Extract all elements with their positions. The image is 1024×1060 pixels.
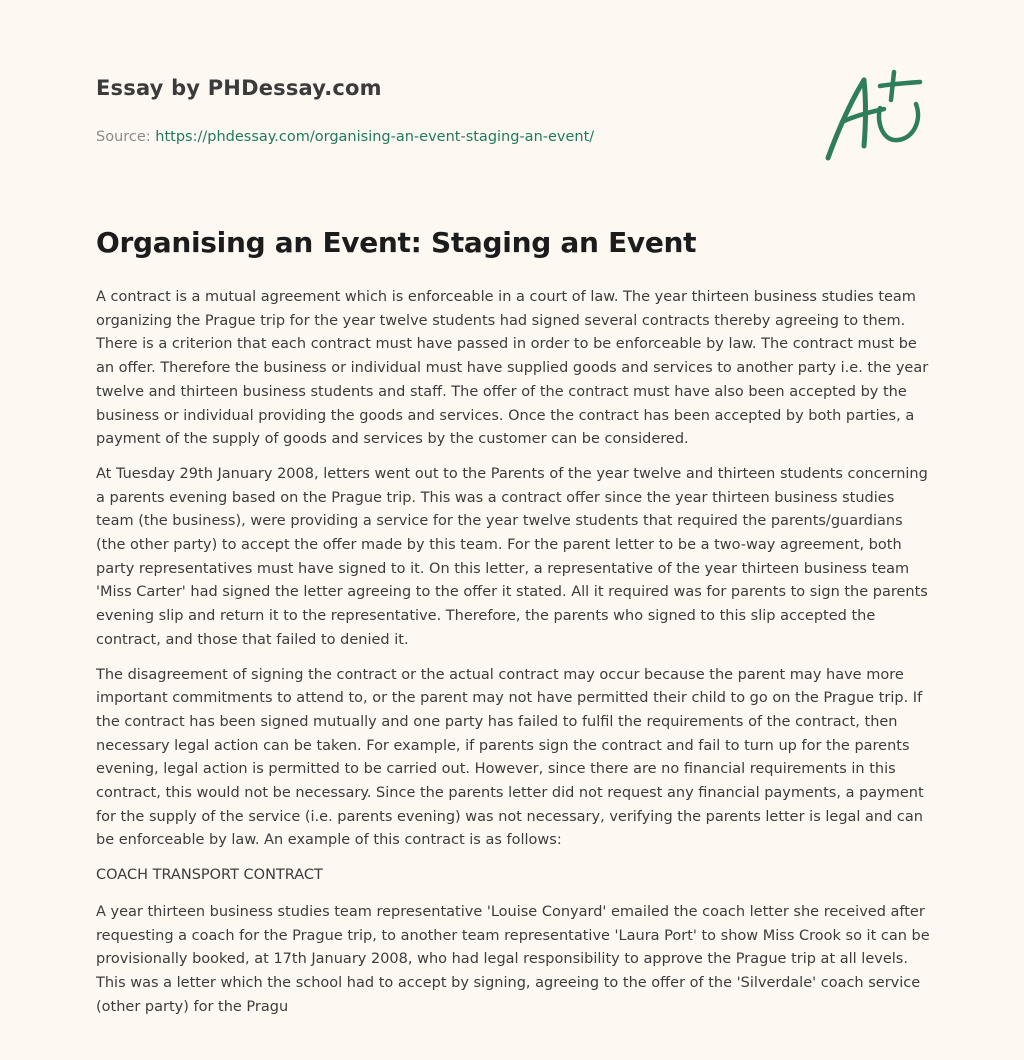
a-plus-grade-icon: [822, 66, 926, 164]
site-brand[interactable]: Essay by PHDessay.com: [96, 76, 382, 100]
essay-paragraph: A year thirteen business studies team representative 'Louise Conyard' emailed the coach letter she received after requesting a coach for the Prague trip, to another team representative 'Laura Port' to show Miss Crook so it can be provisionally booked, at 17th January 2008, who had legal responsibility to approve the Prague trip at all levels. This was a letter which the school had to accept by signing, agreeing to the offer of the 'Silverdale' coach service (other party) for the Pragu: [96, 903, 930, 1015]
essay-body: [96, 286, 932, 1030]
essay-title: Organising an Event: Staging an Event: [96, 226, 697, 259]
source-label: Source:: [96, 129, 151, 145]
source-line: [96, 129, 796, 145]
section-heading: COACH TRANSPORT CONTRACT: [96, 867, 323, 884]
essay-paragraph: The disagreement of signing the contract or the actual contract may occur because the parent may have more important commitments to attend to, or the parent may not have permitted their child to go on the Prague trip. If the contract has been signed mutually and one party has failed to fulfil the requirements of the contract, then necessary legal action can be taken. For example, if parents sign the contract and fail to turn up for the parents evening, legal action is permitted to be carried out. However, since there are no financial requirements in this contract, this would not be necessary. Since the parents letter did not request any financial payments, a payment for the supply of the service (i.e. parents evening) was not necessary, verifying the parents letter is legal and can be enforceable by law. An example of this contract is as follows:: [96, 666, 924, 849]
source-link[interactable]: https://phdessay.com/organising-an-event-staging-an-event/: [155, 129, 595, 145]
essay-paragraph: A contract is a mutual agreement which is enforceable in a court of law. The year thirteen business studies team organizing the Prague trip for the year twelve students had signed several contracts thereby agreeing to them. There is a criterion that each contract must have passed in order to be enforceable by law. The contract must be an offer. Therefore the business or individual must have supplied goods and services to another party i.e. the year twelve and thirteen business students and staff. The offer of the contract must have also been accepted by the business or individual providing the goods and services. Once the contract has been accepted by both parties, a payment of the supply of goods and services by the customer can be considered.: [96, 289, 929, 448]
page-header: [96, 76, 796, 145]
essay-paragraph: At Tuesday 29th January 2008, letters went out to the Parents of the year twelve and thirteen students concerning a parents evening based on the Prague trip. This was a contract offer since the year thirteen business studies team (the business), were providing a service for the year twelve students that required the parents/guardians (the other party) to accept the offer made by this team. For the parent letter to be a two-way agreement, both party representatives must have signed to it. On this letter, a representative of the year thirteen business team 'Miss Carter' had signed the letter agreeing to the offer it stated. All it required was for parents to sign the parents evening slip and return it to the representative. Therefore, the parents who signed to this slip accepted the contract, and those that failed to denied it.: [96, 465, 928, 648]
